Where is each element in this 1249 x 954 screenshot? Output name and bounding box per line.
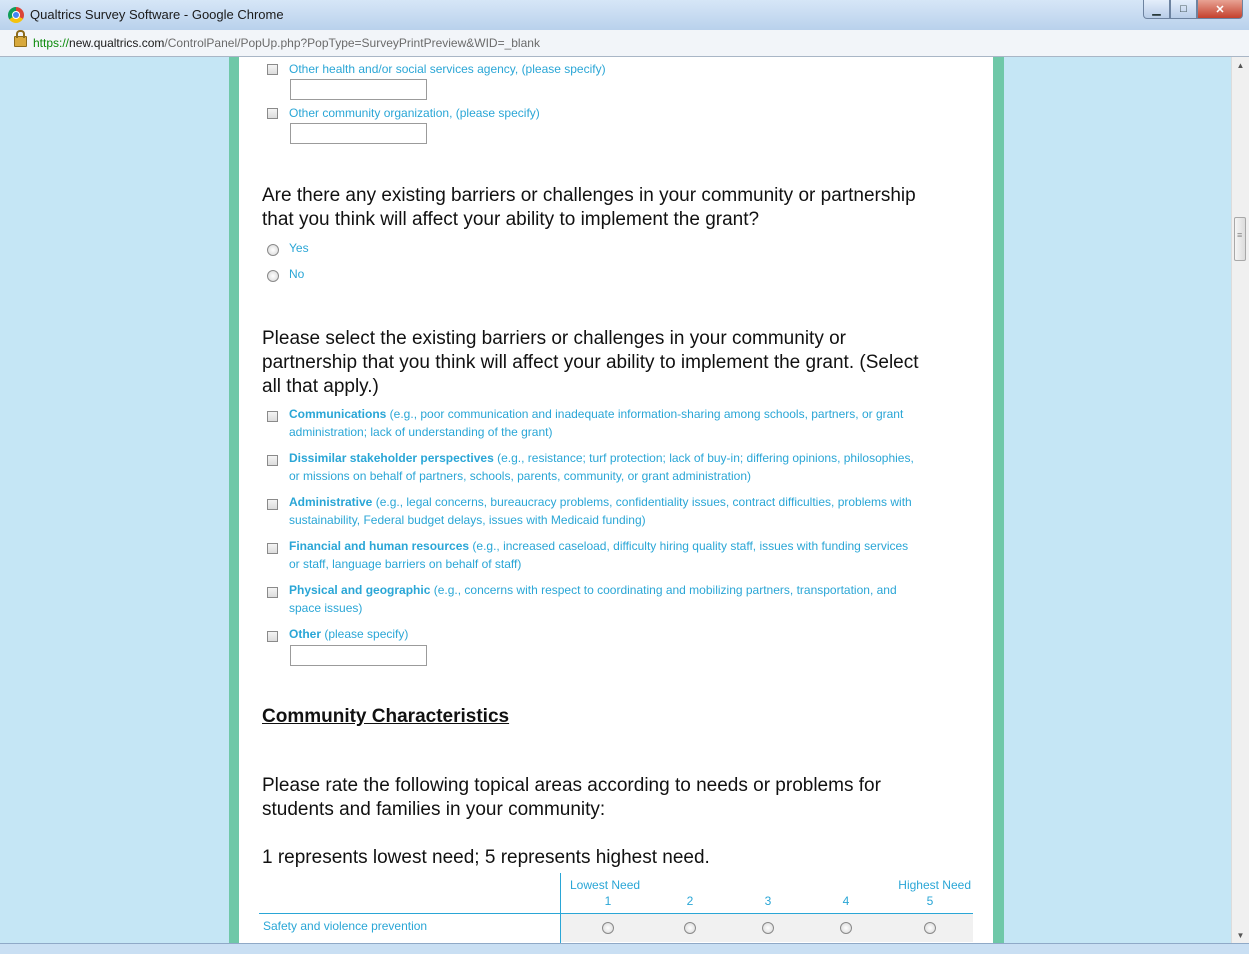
option-label bbox=[289, 449, 914, 467]
window-titlebar bbox=[0, 0, 1249, 31]
option-desc-cont: administration; lack of understanding of the grant) bbox=[289, 425, 553, 439]
other-health-agency-input[interactable] bbox=[290, 79, 427, 100]
option-desc-cont: sustainability, Federal budget delays, issues with Medicaid funding) bbox=[289, 513, 646, 527]
page-viewport bbox=[0, 57, 1249, 943]
option-title: Administrative bbox=[289, 495, 373, 509]
minimize-button[interactable]: ▁ bbox=[1143, 0, 1170, 19]
close-button[interactable]: ✕ bbox=[1197, 0, 1243, 19]
question-text: Are there any existing barriers or challenges in your community or partnership bbox=[262, 185, 916, 206]
checkbox-physical-geographic[interactable] bbox=[267, 587, 278, 598]
window-controls bbox=[1143, 0, 1243, 19]
option-label bbox=[289, 581, 897, 599]
section-heading: Community Characteristics bbox=[262, 706, 510, 727]
checkbox-administrative[interactable] bbox=[267, 499, 278, 510]
maximize-button[interactable]: □ bbox=[1170, 0, 1197, 19]
vertical-scrollbar[interactable] bbox=[1231, 57, 1249, 943]
checkbox-other-health-agency[interactable] bbox=[267, 64, 278, 75]
option-label bbox=[289, 405, 903, 423]
checkbox-communications[interactable] bbox=[267, 411, 278, 422]
scale-label-1: 1 bbox=[604, 894, 612, 908]
radio-yes[interactable] bbox=[267, 244, 279, 256]
other-barrier-input[interactable] bbox=[290, 645, 427, 666]
option-label bbox=[289, 537, 908, 555]
matrix-radio-4[interactable] bbox=[840, 922, 852, 934]
chrome-icon bbox=[8, 7, 24, 23]
url-scheme: https:// bbox=[33, 36, 70, 50]
option-desc: (e.g., resistance; turf protection; lack of buy-in; differing opinions, philosophies, bbox=[493, 451, 914, 465]
url-host: new.qualtrics.com bbox=[69, 36, 165, 50]
window-title: Qualtrics Survey Software - Google Chrome bbox=[30, 7, 284, 22]
option-desc-cont: or missions on behalf of partners, schools, parents, community, or grant administration) bbox=[289, 469, 751, 483]
question-text: Please select the existing barriers or challenges in your community or bbox=[262, 328, 846, 349]
address-bar[interactable] bbox=[0, 30, 1249, 57]
url-path: /ControlPanel/PopUp.php?PopType=SurveyPrintPreview&WID=_blank bbox=[164, 36, 540, 50]
option-title: Physical and geographic bbox=[289, 583, 431, 597]
scroll-thumb[interactable] bbox=[1234, 217, 1246, 261]
lock-icon bbox=[14, 36, 27, 47]
checkbox-other[interactable] bbox=[267, 631, 278, 642]
option-label bbox=[289, 493, 912, 511]
option-label: Other health and/or social services agency, (please specify) bbox=[289, 62, 606, 76]
matrix-radio-3[interactable] bbox=[762, 922, 774, 934]
option-desc: (e.g., legal concerns, bureaucracy problems, confidentiality issues, contract difficulties, problems with bbox=[372, 495, 912, 509]
option-desc: (e.g., poor communication and inadequate information-sharing among schools, partners, or grant bbox=[386, 407, 904, 421]
scroll-up-arrow-icon[interactable]: ▲ bbox=[1236, 60, 1245, 70]
option-desc: (please specify) bbox=[321, 627, 409, 641]
option-desc: (e.g., increased caseload, difficulty hiring quality staff, issues with funding services bbox=[469, 539, 909, 553]
matrix-radio-2[interactable] bbox=[684, 922, 696, 934]
other-community-org-input[interactable] bbox=[290, 123, 427, 144]
matrix-row-label: Safety and violence prevention bbox=[263, 919, 428, 933]
radio-no[interactable] bbox=[267, 270, 279, 282]
option-desc-cont: space issues) bbox=[289, 601, 363, 615]
radio-label-yes: Yes bbox=[289, 241, 309, 255]
option-title: Other bbox=[289, 627, 322, 641]
question-text: Please rate the following topical areas according to needs or problems for bbox=[262, 775, 881, 796]
scale-label-3: 3 bbox=[764, 894, 772, 908]
question-text: partnership that you think will affect your ability to implement the grant. (Select bbox=[262, 352, 919, 373]
matrix-high-label: Highest Need bbox=[898, 878, 971, 892]
checkbox-dissimilar-perspectives[interactable] bbox=[267, 455, 278, 466]
scale-label-4: 4 bbox=[842, 894, 850, 908]
window-bottom-frame bbox=[0, 943, 1249, 954]
question-text: all that apply.) bbox=[262, 376, 379, 397]
option-title: Dissimilar stakeholder perspectives bbox=[289, 451, 494, 465]
url-text[interactable] bbox=[33, 36, 540, 50]
option-desc: (e.g., concerns with respect to coordinating and mobilizing partners, transportation, and bbox=[430, 583, 897, 597]
checkbox-financial-human[interactable] bbox=[267, 543, 278, 554]
question-text: students and families in your community: bbox=[262, 799, 606, 820]
matrix-low-label: Lowest Need bbox=[570, 878, 641, 892]
radio-label-no: No bbox=[289, 267, 305, 281]
matrix-radio-5[interactable] bbox=[924, 922, 936, 934]
survey-content bbox=[239, 57, 993, 943]
option-title: Communications bbox=[289, 407, 387, 421]
option-title: Financial and human resources bbox=[289, 539, 470, 553]
scale-label-5: 5 bbox=[926, 894, 934, 908]
scroll-down-arrow-icon[interactable]: ▼ bbox=[1236, 930, 1245, 940]
option-label bbox=[289, 625, 408, 643]
question-text: that you think will affect your ability to implement the grant? bbox=[262, 209, 760, 230]
option-desc-cont: or staff, language barriers on behalf of staff) bbox=[289, 557, 522, 571]
checkbox-other-community-org[interactable] bbox=[267, 108, 278, 119]
matrix-radio-1[interactable] bbox=[602, 922, 614, 934]
question-text: 1 represents lowest need; 5 represents highest need. bbox=[262, 847, 710, 868]
option-label: Other community organization, (please specify) bbox=[289, 106, 540, 120]
scale-label-2: 2 bbox=[686, 894, 694, 908]
survey-page bbox=[229, 57, 1004, 943]
